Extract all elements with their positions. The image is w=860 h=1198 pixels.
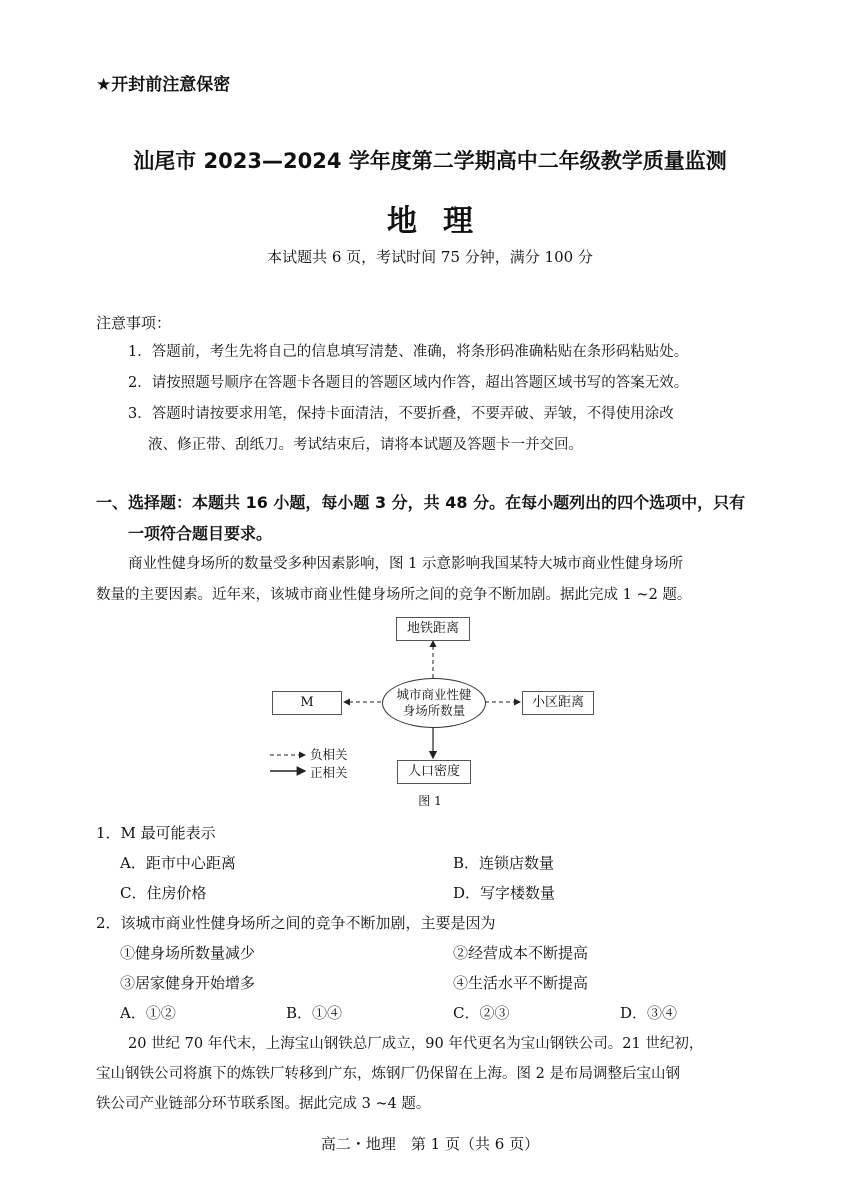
question2-option-a: A．①② [120,1004,176,1022]
question1-option-a: A．距市中心距离 [120,854,236,872]
question1-option-d: D．写字楼数量 [453,884,556,902]
question1-option-b: B．连锁店数量 [453,854,555,872]
question2-statement-4: ④生活水平不断提高 [453,974,589,992]
question2-statement-1: ①健身场所数量减少 [120,944,256,962]
figure1-center-line2: 身场所数量 [402,703,466,718]
note-item-3-continued: 液、修正带、刮纸刀。考试结束后，请将本试题及答题卡一并交回。 [148,437,583,453]
subject-title: 地理 [387,204,499,239]
confidential-mark: ★开封前注意保密 [96,75,231,95]
figure1-center-line1: 城市商业性健 [396,687,472,702]
section-heading: 一、选择题：本题共 16 小题，每小题 3 分，共 48 分。在每小题列出的四个选项中，只有 [96,493,746,512]
figure1-center-ellipse [382,678,486,728]
exam-info: 本试题共 6 页，考试时间 75 分钟，满分 100 分 [267,248,593,266]
notes-heading: 注意事项： [96,314,172,332]
question2-option-c: C．②③ [453,1004,510,1022]
passage1-line2: 数量的主要因素。近年来，该城市商业性健身场所之间的竞争不断加剧。据此完成 1 ~2 题。 [96,587,692,603]
note-item-1: 1．答题前，考生先将自己的信息填写清楚、准确，将条形码准确粘贴在条形码粘贴处。 [128,344,689,360]
passage1-line1: 商业性健身场所的数量受多种因素影响，图 1 示意影响我国某特大城市商业性健身场所 [128,556,683,572]
figure1-m-box: M [272,691,342,715]
question1-stem: 1．M 最可能表示 [96,824,216,842]
figure1-population-box: 人口密度 [397,760,471,784]
figure1-legend-positive: 正相关 [310,765,348,780]
note-item-2: 2．请按照题号顺序在答题卡各题目的答题区域内作答，超出答题区域书写的答案无效。 [128,375,689,391]
passage2-line2: 宝山钢铁公司将旗下的炼铁厂转移到广东，炼钢厂仍保留在上海。图 2 是布局调整后宝山钢 [96,1066,680,1082]
figure1-legend-negative: 负相关 [310,747,348,762]
exam-title: 汕尾市 2023—2024 学年度第二学期高中二年级教学质量监测 [133,149,727,173]
question2-stem: 2．该城市商业性健身场所之间的竞争不断加剧，主要是因为 [96,914,496,932]
note-item-3: 3．答题时请按要求用笔，保持卡面清洁，不要折叠，不要弄破、弄皱，不得使用涂改 [128,406,674,422]
page-footer: 高二・地理 第 1 页（共 6 页） [320,1135,540,1153]
passage2-line1: 20 世纪 70 年代末，上海宝山钢铁总厂成立，90 年代更名为宝山钢铁公司。21 世纪初， [128,1036,704,1052]
question2-option-b: B．①④ [286,1004,343,1022]
figure1-residential-box: 小区距离 [522,691,594,715]
question2-statement-2: ②经营成本不断提高 [453,944,589,962]
figure1-subway-box: 地铁距离 [396,617,470,641]
question1-option-c: C．住房价格 [120,884,207,902]
question2-option-d: D．③④ [620,1004,678,1022]
section-heading-cont: 一项符合题目要求。 [128,524,273,543]
passage2-line3: 铁公司产业链部分环节联系图。据此完成 3 ~4 题。 [96,1096,431,1112]
question2-statement-3: ③居家健身开始增多 [120,974,256,992]
figure1-caption: 图 1 [418,794,442,808]
